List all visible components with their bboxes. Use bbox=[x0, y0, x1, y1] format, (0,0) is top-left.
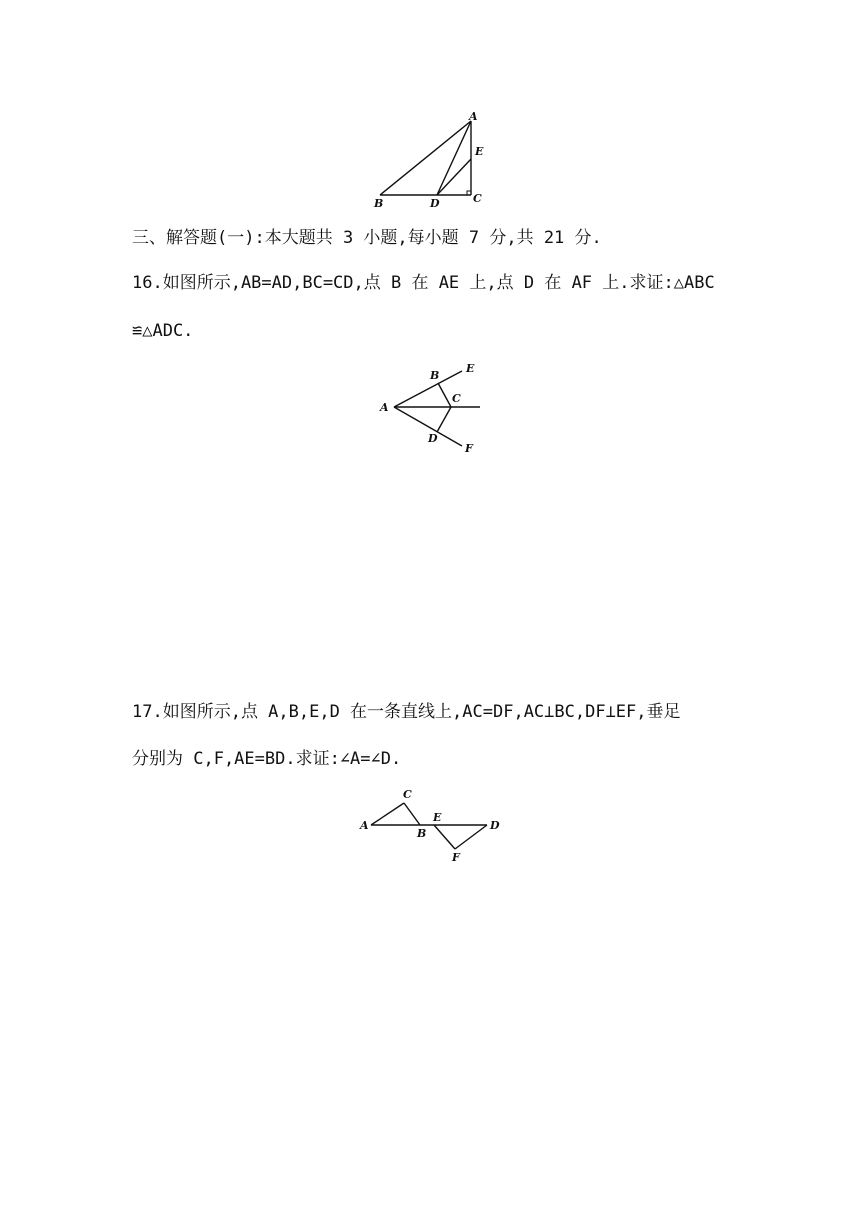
point-label-C: C bbox=[452, 392, 461, 405]
point-label-B: B bbox=[430, 369, 440, 382]
figure-16-kite bbox=[370, 358, 490, 458]
point-label-F: F bbox=[465, 442, 473, 455]
point-label-E: E bbox=[475, 145, 484, 158]
point-label-C: C bbox=[403, 788, 412, 801]
figure-17-two-triangles bbox=[356, 784, 506, 866]
figure-15-right-triangle bbox=[360, 108, 500, 214]
point-label-A: A bbox=[469, 110, 478, 123]
section-heading: 三、解答题(一):本大题共 3 小题,每小题 7 分,共 21 分. bbox=[132, 228, 602, 248]
point-label-B: B bbox=[374, 197, 384, 210]
problem-17-text-line-2: 分别为 C,F,AE=BD.求证:∠A=∠D. bbox=[132, 749, 402, 769]
problem-17-text-line-1: 17.如图所示,点 A,B,E,D 在一条直线上,AC=DF,AC⊥BC,DF⊥EF,垂足 bbox=[132, 702, 681, 722]
point-label-B: B bbox=[417, 827, 427, 840]
point-label-A: A bbox=[380, 401, 389, 414]
point-label-D: D bbox=[428, 432, 438, 445]
segment-AD bbox=[437, 121, 471, 195]
segment-DE bbox=[437, 159, 471, 195]
segment-DC bbox=[437, 407, 451, 432]
point-label-C: C bbox=[473, 192, 482, 205]
segment-CB bbox=[404, 803, 420, 825]
point-label-F: F bbox=[452, 851, 460, 864]
problem-16-text-line-1: 16.如图所示,AB=AD,BC=CD,点 B 在 AE 上,点 D 在 AF 上.求证:△ABC bbox=[132, 273, 715, 293]
point-label-A: A bbox=[360, 819, 369, 832]
segment-EF bbox=[434, 825, 455, 849]
point-label-D: D bbox=[430, 197, 440, 210]
segment-BC bbox=[438, 383, 451, 407]
segment-AB bbox=[380, 121, 471, 195]
problem-16-text-line-2: ≌△ADC. bbox=[132, 321, 194, 341]
segment-AC bbox=[371, 803, 404, 825]
point-label-D: D bbox=[490, 819, 500, 832]
segment-FD bbox=[455, 825, 487, 849]
point-label-E: E bbox=[466, 362, 475, 375]
point-label-E: E bbox=[433, 811, 442, 824]
